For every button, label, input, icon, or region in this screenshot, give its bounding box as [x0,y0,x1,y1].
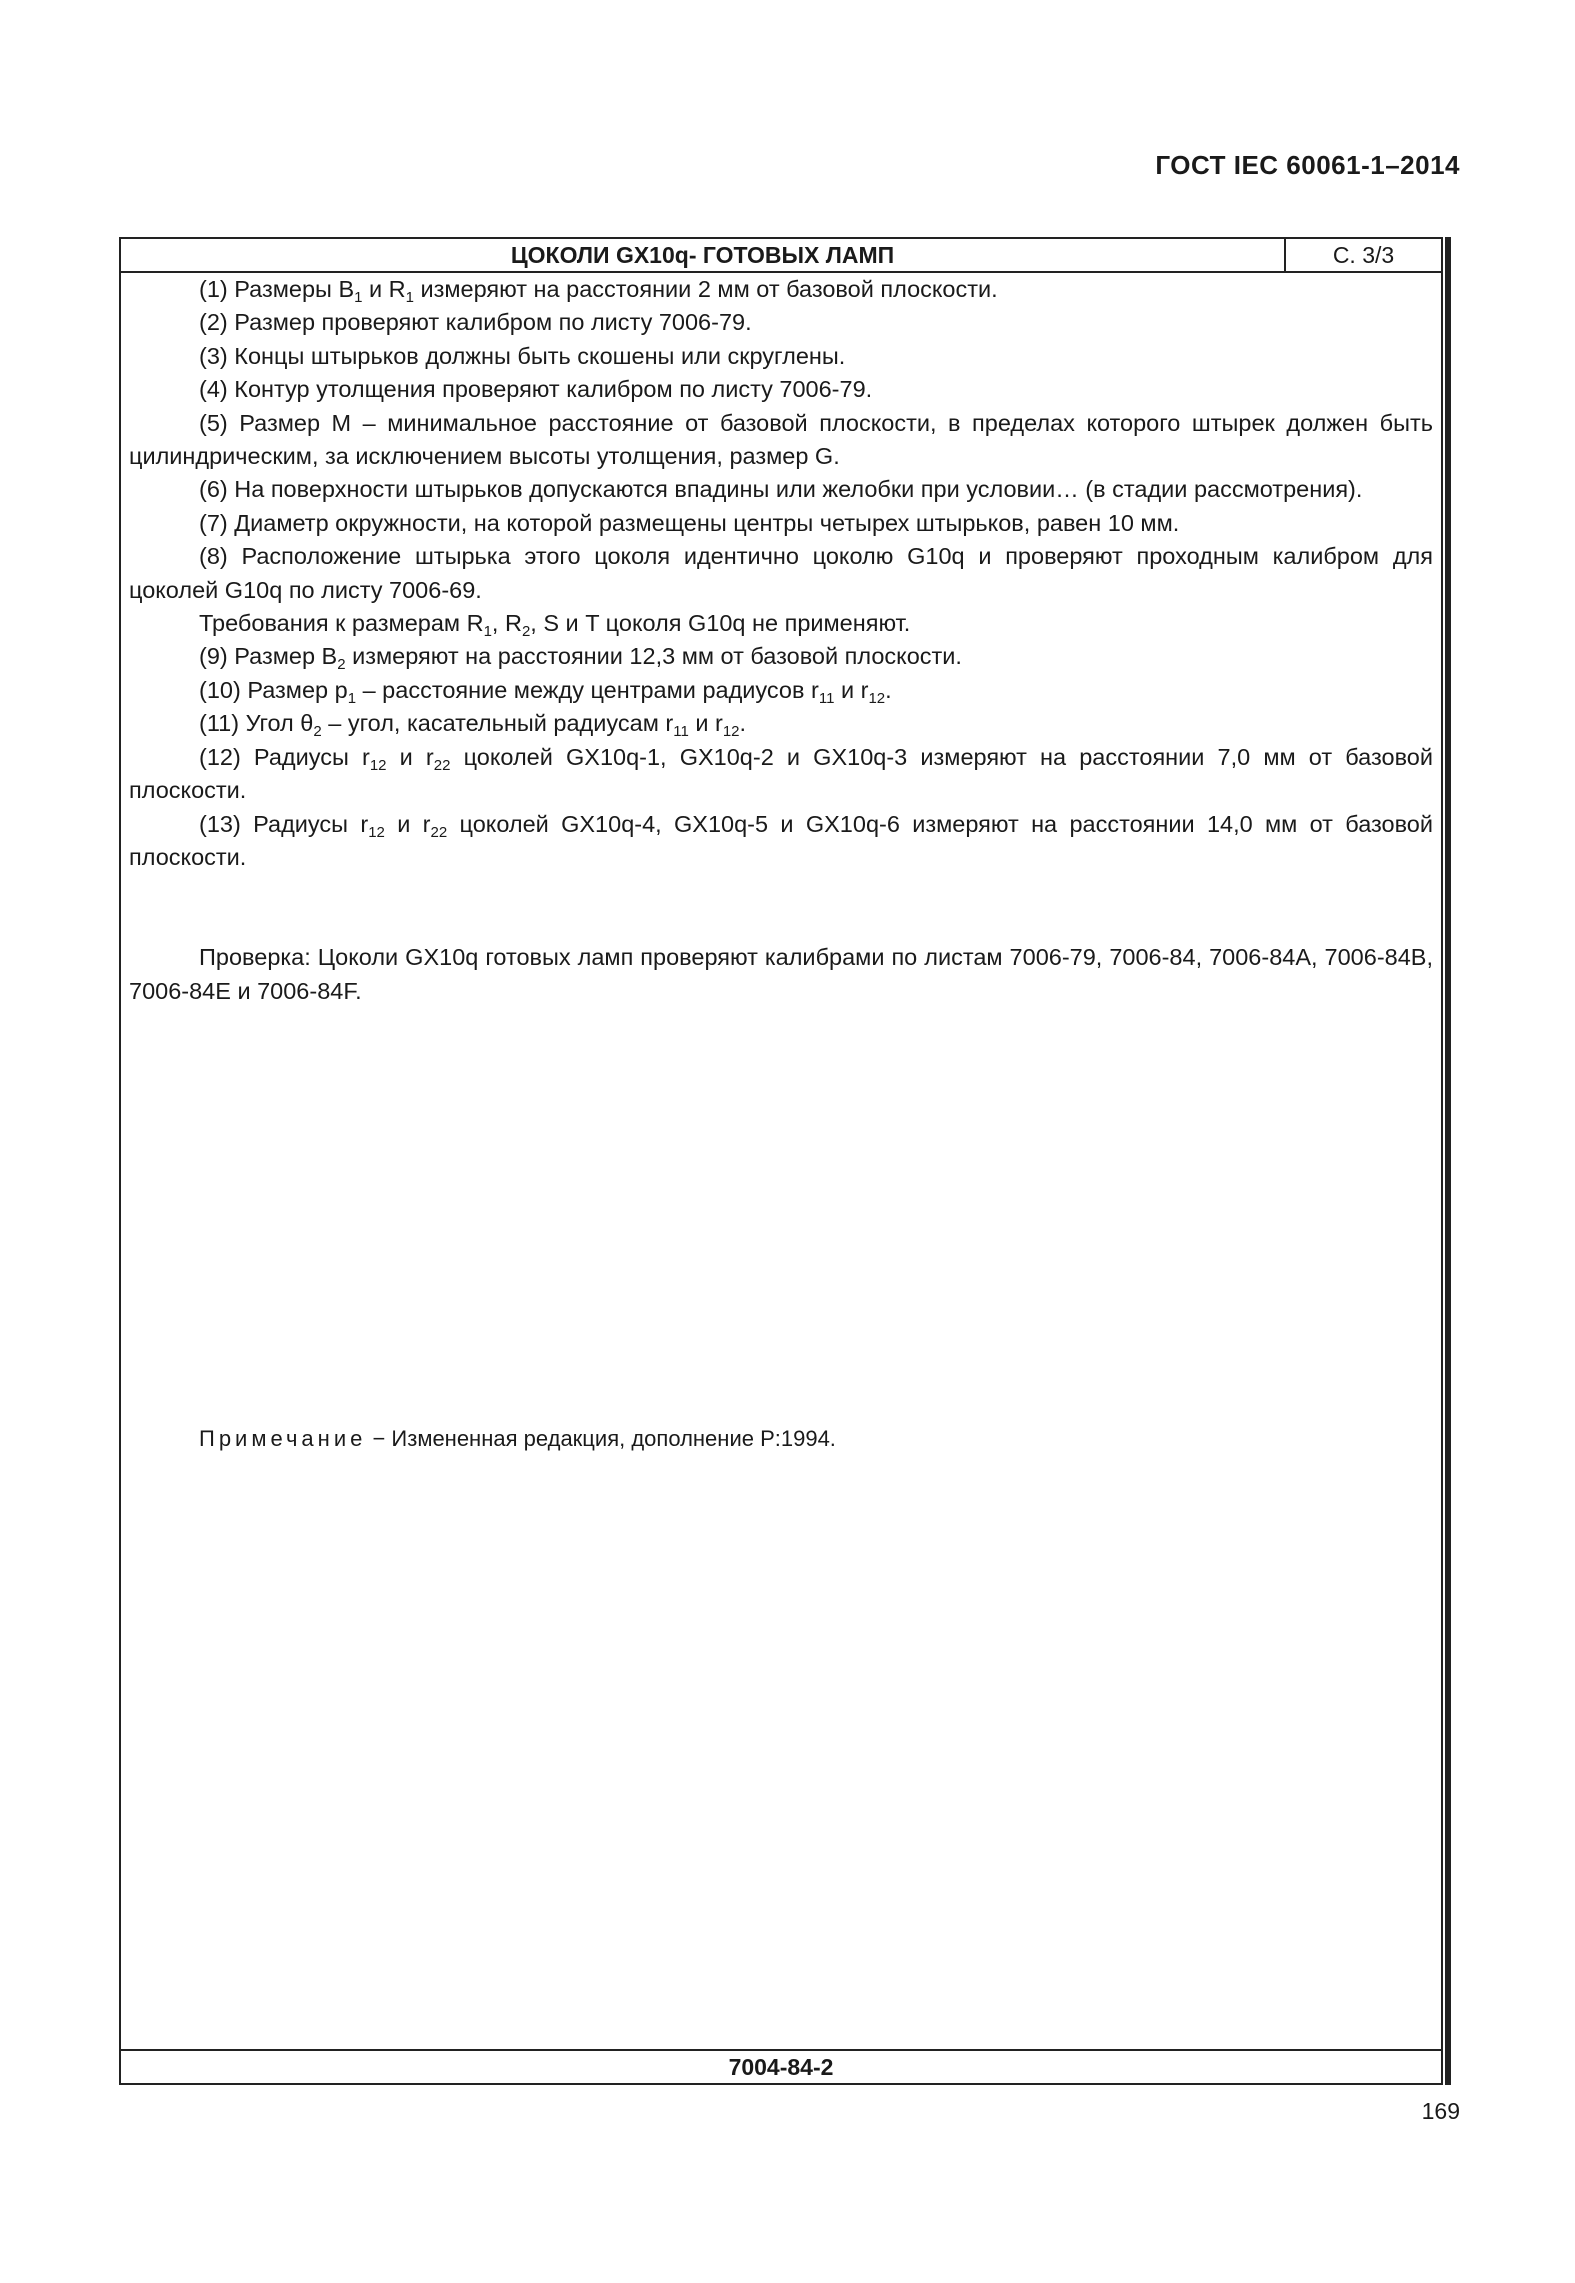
note-6: (6) На поверхности штырьков допускаются впадины или желобки при условии… (в стадии рассмотрения). [199,476,1363,503]
note-11: (11) Угол $\theta_2$ – угол, касательный радиусам $r_{11}$ и $r_{12}$. [199,710,747,741]
frame-right-rule [1445,237,1451,2085]
remark-label: Примечание [199,1426,367,1451]
sheet-number: 7004-84-2 [121,2049,1441,2083]
requirements-note: Требования к размерам $R_1$, $R_2$, S и T цоколя G10q не применяют. [199,610,911,641]
page-number: 169 [1421,2098,1460,2124]
sheet-frame [119,237,1443,2085]
remark [199,1424,836,1454]
sheet-header [121,239,1441,273]
notes-body [129,273,1433,1008]
sheet-page-indicator: С. 3/3 [1332,242,1395,268]
remark-text: − Измененная редакция, дополнение P:1994. [366,1426,836,1451]
note-3: (3) Концы штырьков должны быть скошены или скруглены. [199,342,846,369]
note-10: (10) Размер $p_1$ – расстояние между центрами радиусов $r_{11}$ и $r_{12}$. [199,676,892,707]
note-7: (7) Диаметр окружности, на которой размещены центры четырех штырьков, равен 10 мм. [199,509,1180,536]
note-5: (5) Размер M – минимальное расстояние от базовой плоскости, в пределах которого штырек должен быть цилиндрическим, за исключением высоты утолщения, размер G. [129,409,1433,470]
note-2: (2) Размер проверяют калибром по листу 7006-79. [199,309,752,336]
sheet-title: ЦОКОЛИ GX10q- ГОТОВЫХ ЛАМП [121,239,1286,271]
note-12: (12) Радиусы $r_{12}$ и $r_{22}$ цоколей GX10q-1, GX10q-2 и GX10q-3 измеряют на расстоянии 7,0 мм от базовой плоскости. [129,743,1433,804]
note-8: (8) Расположение штырька этого цоколя идентично цоколю G10q и проверяют проходным калибром для цоколей G10q по листу 7006-69. [129,543,1433,603]
document-code: ГОСТ IEC 60061-1–2014 [1155,150,1460,180]
check-paragraph: Проверка: Цоколи GX10q готовых ламп проверяют калибрами по листам 7006-79, 7006-84, 7006-84A, 7006-84B, 7006-84E и 7006-84F. [129,944,1433,1004]
note-13: (13) Радиусы $r_{12}$ и $r_{22}$ цоколей GX10q-4, GX10q-5 и GX10q-6 измеряют на расстоянии 14,0 мм от базовой плоскости. [129,810,1433,870]
note-1: (1) Размеры $B_1$ и $R_1$ измеряют на расстоянии 2 мм от базовой плоскости. [199,276,998,306]
note-4: (4) Контур утолщения проверяют калибром по листу 7006-79. [199,376,873,403]
note-9: (9) Размер $B_2$ измеряют на расстоянии 12,3 мм от базовой плоскости. [199,643,962,674]
